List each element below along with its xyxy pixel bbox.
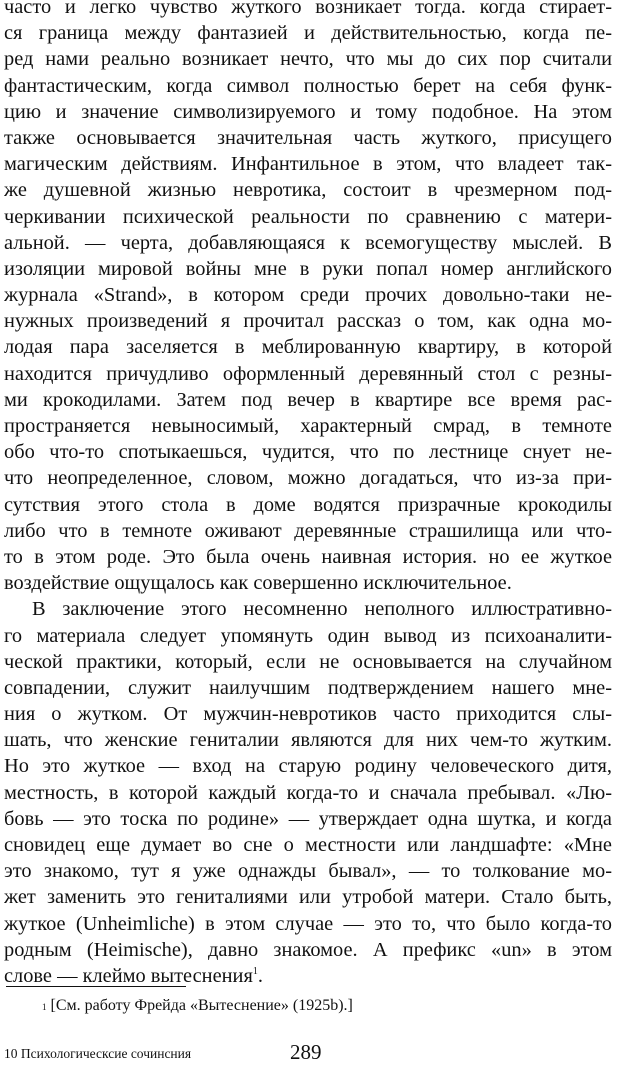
text-line: ся граница между фантазией и действительностью, когда пе- (4, 22, 612, 45)
text-line: альной. — черта, добавляющаяся к всемогуществу мыслей. В (4, 231, 612, 254)
sentence-period: . (257, 964, 263, 987)
paragraph-2 (4, 596, 612, 989)
footnote-marker[interactable]: 1 (252, 965, 258, 977)
text-line: Но это жуткое — вход на старую родину человеческого дитя, (4, 755, 612, 778)
text-line: часто и легко чувство жуткого возникает тогда. когда стирает- (4, 0, 612, 18)
text-line: что неопределенное, словом, можно догадаться, что из-за при- (4, 467, 612, 490)
text-line: то в этом роде. Это была очень наивная история. но ее жуткое (4, 545, 612, 568)
text-line: лодая пара заселяется в меблированную квартиру, в которой (4, 336, 612, 359)
text-line: находится причудливо оформленный деревянный стол с резны- (4, 362, 612, 385)
text-line: ния о жутком. От мужчин-невротиков часто приходится слы- (4, 703, 612, 726)
paragraph-1 (4, 0, 612, 596)
signature-mark: 10 Психологическсие сочинсния (4, 1046, 192, 1061)
text-line: журнала «Strand», в котором среди прочих довольно-таки не- (4, 284, 612, 307)
text-line: жет заменить это гениталиями или утробой матери. Стало быть, (4, 886, 612, 909)
text-line: совпадении, служит наилучшим подтверждением нашего мне- (4, 676, 612, 699)
text-line: местность, в которой каждый когда-то и сначала пребывал. «Лю- (4, 781, 612, 804)
footnote-number: 1 (42, 1002, 47, 1012)
text-line: изоляции мировой войны мне в руки попал номер английского (4, 257, 612, 280)
footnote-divider (6, 986, 186, 987)
text-line: черкивании психической реальности по сравнению с матери- (4, 205, 612, 228)
text-line: В заключение этого несомненно неполного иллюстративно- (32, 598, 612, 621)
text-line: же душевной жизнью невротика, состоит в чрезмерном под- (4, 179, 612, 202)
text-line: также основывается значительная часть жуткого, присущего (4, 126, 612, 149)
text-line: шать, что женские гениталии являются для них чем-то жутким. (4, 729, 612, 752)
text-line: жуткое (Unheimliche) в этом случае — это то, что было когда-то (4, 912, 612, 935)
text-line: ческой практики, который, если не основывается на случайном (4, 650, 612, 673)
text-line: цию и значение символизируемого и тому подобное. На этом (4, 100, 612, 123)
body-text (4, 0, 612, 989)
text-line: нужных произведений я прочитал рассказ о том, как одна мо- (4, 310, 612, 333)
text-line: ред нами реально возникает нечто, что мы до сих пор считали (4, 48, 612, 71)
footnote-text: [См. работу Фрейда «Вытеснение» (1925b).] (50, 997, 353, 1014)
text-line: бовь — это тоска по родине» — утверждает одна шутка, и когда (4, 807, 612, 830)
text-line: воздействие ощущалось как совершенно исключительное. (4, 572, 512, 595)
text-line: это знакомо, тут я уже однажды бывал», — то толкование мо- (4, 860, 612, 883)
page-number: 289 (290, 1040, 322, 1064)
text-line: сутствия этого стола в доме водятся призрачные крокодилы (4, 493, 612, 516)
text-line-content: слове — клеймо вытеснения (4, 964, 253, 987)
text-line: родным (Heimische), давно знакомое. А префикс «un» в этом (4, 938, 612, 961)
footnote (42, 996, 353, 1016)
text-line: либо что в темноте оживают деревянные страшилища или что- (4, 519, 612, 542)
text-line: обо что-то спотыкаешься, чудится, что по лестнице снует не- (4, 441, 612, 464)
text-line: сновидец еще думает во сне о местности или ландшафте: «Мне (4, 834, 612, 856)
text-line: ми крокодилами. Затем под вечер в квартире все время рас- (4, 388, 612, 411)
text-line: магическим действиям. Инфантильное в этом, что владеет так- (4, 153, 612, 176)
text-line: го материала следует упомянуть один вывод из психоаналити- (4, 624, 612, 647)
text-line: пространяется невыносимый, характерный смрад, в темноте (4, 415, 612, 437)
text-line: фантастическим, когда символ полностью берет на себя функ- (4, 74, 612, 97)
